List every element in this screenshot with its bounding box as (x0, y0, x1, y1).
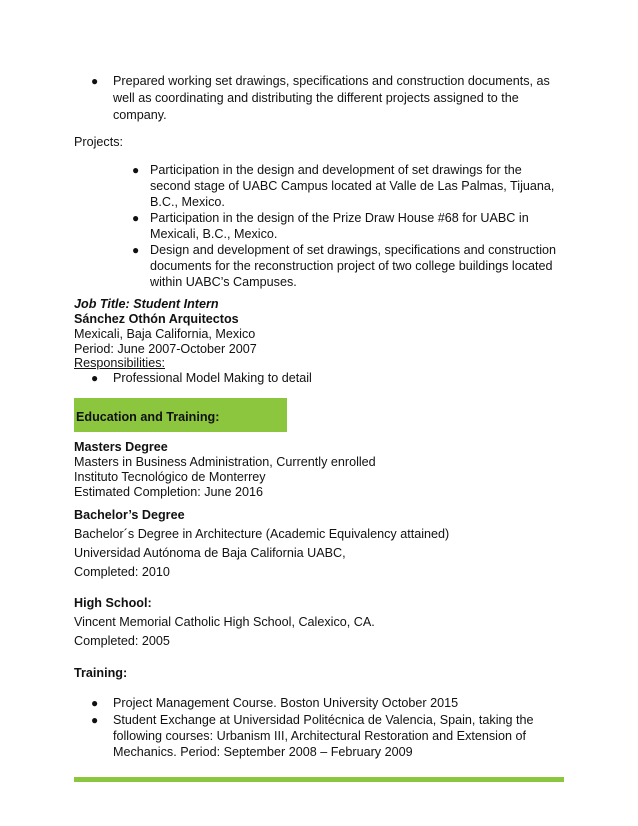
job-title: Job Title: Student Intern (74, 297, 219, 311)
training-1-line-1: Project Management Course. Boston University October 2015 (113, 696, 459, 710)
bachelors-heading: Bachelor’s Degree (74, 508, 185, 522)
bullet-icon: ● (91, 74, 99, 88)
training-2-line-2: following courses: Urbanism III, Architectural Restoration and Extension of (113, 729, 526, 743)
bullet-icon: ● (91, 713, 99, 727)
bullet-icon: ● (91, 371, 99, 385)
bachelors-line-3: Completed: 2010 (74, 565, 170, 579)
job-company: Sánchez Othón Arquitectos (74, 312, 239, 326)
intro-bullet-line-1: Prepared working set drawings, specifications and construction documents, as (113, 74, 550, 88)
projects-heading: Projects: (74, 135, 123, 149)
bachelors-line-2: Universidad Autónoma de Baja California UABC, (74, 546, 346, 560)
project-2-line-1: Participation in the design of the Prize Draw House #68 for UABC in (150, 211, 529, 225)
education-section-header (74, 398, 287, 432)
project-3-line-3: within UABC’s Campuses. (150, 275, 297, 289)
bullet-icon: ● (132, 163, 140, 177)
intro-bullet-line-3: company. (113, 108, 167, 122)
education-section-title: Education and Training: (76, 410, 220, 424)
responsibilities-label: Responsibilities: (74, 356, 165, 370)
project-3-line-1: Design and development of set drawings, specifications and construction (150, 243, 557, 257)
training-heading: Training: (74, 666, 128, 680)
project-2-line-2: Mexicali, B.C., Mexico. (150, 227, 278, 241)
project-1-line-1: Participation in the design and development of set drawings for the (150, 163, 522, 177)
training-2-line-1: Student Exchange at Universidad Politécnica de Valencia, Spain, taking the (113, 713, 534, 727)
project-3-line-2: documents for the reconstruction project of two college buildings located (150, 259, 553, 273)
bullet-icon: ● (132, 243, 140, 257)
job-location: Mexicali, Baja California, Mexico (74, 327, 256, 341)
masters-line-3: Estimated Completion: June 2016 (74, 485, 264, 499)
bullet-icon: ● (91, 696, 99, 710)
bachelors-line-1: Bachelor´s Degree in Architecture (Academic Equivalency attained) (74, 527, 450, 541)
bullet-icon: ● (132, 211, 140, 225)
project-1-line-2: second stage of UABC Campus located at Valle de Las Palmas, Tijuana, (150, 179, 555, 193)
training-2-line-3: Mechanics. Period: September 2008 – February 2009 (113, 745, 413, 759)
intro-bullet-line-2: well as coordinating and distributing the different projects assigned to the (113, 91, 519, 105)
high-school-heading: High School: (74, 596, 152, 610)
masters-heading: Masters Degree (74, 440, 168, 454)
high-school-line-1: Vincent Memorial Catholic High School, Calexico, CA. (74, 615, 375, 629)
footer-divider (74, 777, 564, 782)
project-1-line-3: B.C., Mexico. (150, 195, 225, 209)
high-school-line-2: Completed: 2005 (74, 634, 170, 648)
job-period: Period: June 2007-October 2007 (74, 342, 257, 356)
masters-line-2: Instituto Tecnológico de Monterrey (74, 470, 266, 484)
masters-line-1: Masters in Business Administration, Currently enrolled (74, 455, 376, 469)
responsibility-item: Professional Model Making to detail (113, 371, 312, 385)
